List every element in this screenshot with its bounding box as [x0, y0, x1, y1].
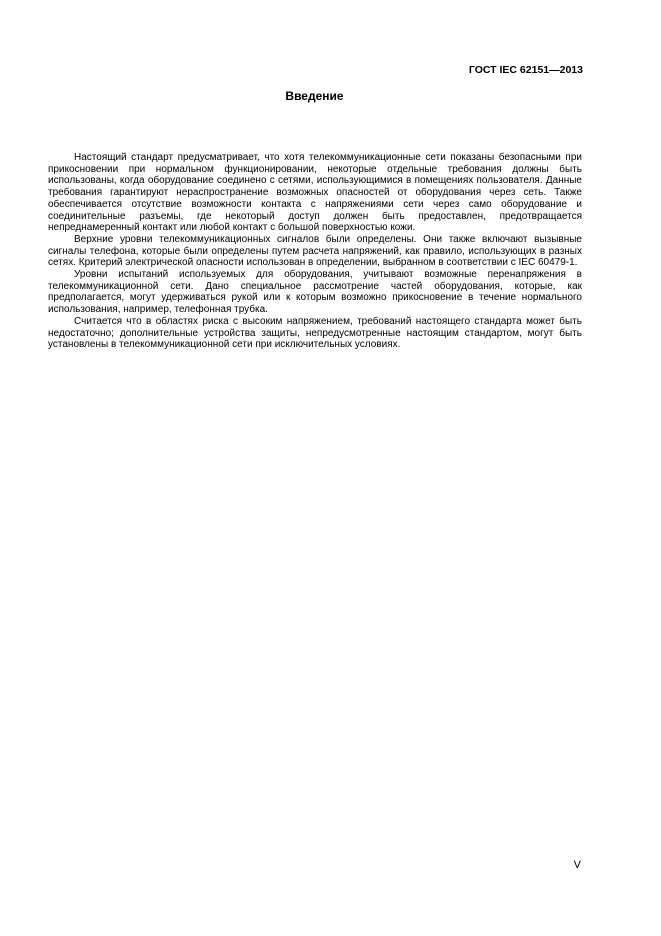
page-number: V — [573, 859, 581, 871]
paragraph-1: Настоящий стандарт предусматривает, что хотя телекоммуникационные сети показаны безопасными при прикосновении при нормальном функционировании, некоторые отдельные требования должны быть использованы, когда оборудование соединено с сетями, использующимися в помещениях пользователя. Данные требования гарантируют нераспространение возможных опасностей от оборудования через сеть. Также обеспечивается отсутствие возможности контакта с напряжениями сети через само оборудование и соединительные разъемы, где некоторый доступ должен быть предоставлен, предотвращается непреднамеренный контакт или любой контакт с большой поверхностью кожи. — [48, 152, 582, 234]
paragraph-2: Верхние уровни телекоммуникационных сигналов были определены. Они также включают вызывные сигналы телефона, которые были определены путем расчета напряжений, как правило, использующих в разных сетях. Критерий электрической опасности использован в определении, выбранном в соответствии с IEC 60479-1. — [48, 233, 582, 269]
paragraph-4: Считается что в областях риска с высоким напряжением, требований настоящего стандарта может быть недостаточно; дополнительные устройства защиты, непредусмотренные настоящим стандартом, могут быть установлены в телекоммуникационной сети при исключительных условиях. — [48, 315, 582, 351]
standard-header: ГОСТ IEC 62151—2013 — [468, 64, 583, 76]
paragraph-3: Уровни испытаний используемых для оборудования, учитывают возможные перенапряжения в телекоммуникационной сети. Дано специальное рассмотрение частей оборудования, которые, как предполагается, могут удерживаться рукой или к которым возможно прикосновение в течение нормального использования, например, телефонная трубка. — [48, 269, 582, 316]
document-body — [48, 152, 582, 351]
section-title: Введение — [285, 89, 344, 103]
